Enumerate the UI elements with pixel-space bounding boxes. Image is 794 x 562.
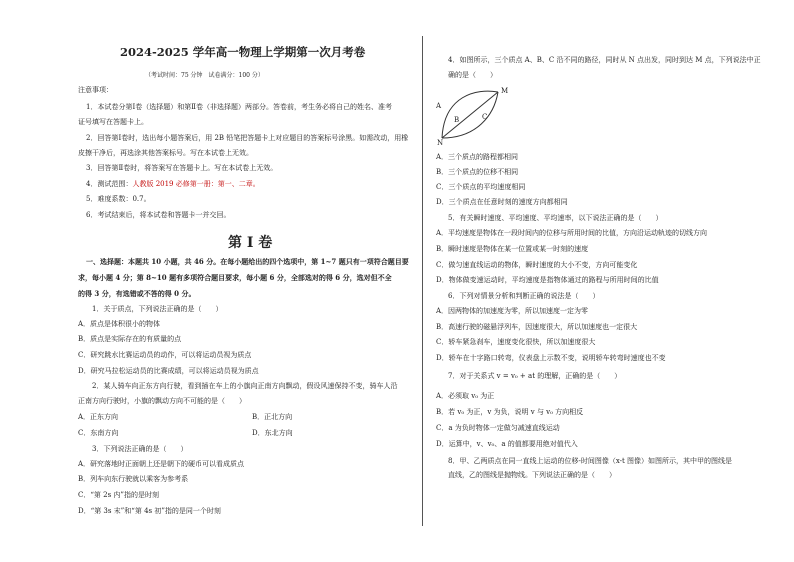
notice-item: 2．回答第Ⅰ卷时，选出每小题答案后，用 2B 铅笔把答题卡上对应题目的答案标号涂黑。如需改动，用橡 [86, 134, 409, 142]
question-7: 7．对于关系式 v = v₀ + at 的理解，正确的是（ ） [448, 372, 622, 380]
label-a: A [436, 102, 442, 110]
question-2: 2．某人骑车向正东方向行驶，看到插在车上的小旗向正南方向飘动，假设风速保持不变，骑车人沿 [92, 382, 398, 390]
notice-item: 1．本试卷分第Ⅰ卷（选择题）和第Ⅱ卷（非选择题）两部分。答卷前，考生务必将自己的姓名、准考 [86, 103, 392, 111]
question-4-option: B．三个质点的位移不相同 [436, 168, 519, 176]
section-intro: 求，每小题 4 分；第 8~10 题有多项符合题目要求，每小题 6 分，全部选对的得 6 分，选对但不全 [78, 273, 392, 282]
label-c: C [482, 113, 488, 121]
question-7-option: D．运算中，v、v₀、a 的值都要用绝对值代入 [436, 440, 578, 448]
question-2-option: B．正北方向 [252, 413, 293, 421]
question-1-option: D．研究马拉松运动员的比赛成绩，可以将运动员视为质点 [78, 367, 259, 375]
question-5-option: D．物体做变速运动时，平均速度是指物体通过的路程与所用时间的比值 [436, 276, 659, 284]
notice-item: 证号填写在答题卡上。 [78, 118, 148, 126]
notice-item: 5．难度系数：0.7。 [86, 195, 151, 203]
question-4: 4．如图所示，三个质点 A、B、C 沿不同的路径，同时从 N 点出发，同时到达 M 点，下列说法中正 [448, 56, 761, 64]
section-intro: 的得 3 分，有选错或不答的得 0 分。 [78, 289, 196, 298]
question-3-option: C．“第 2s 内”指的是时刻 [78, 491, 160, 499]
question-4-cont: 确的是（ ） [448, 71, 497, 79]
label-n: N [437, 139, 444, 146]
question-7-option: A．必须取 v₀ 为正 [436, 392, 495, 400]
question-3: 3．下列说法正确的是（ ） [92, 445, 188, 453]
question-8: 8．甲、乙两质点在同一直线上运动的位移-时间图像（x-t 图像）如图所示，其中甲的图线是 [448, 457, 733, 465]
notice-item-range: 人教版 2019 必修第一册：第一、二章。 [132, 180, 260, 188]
label-b: B [454, 116, 460, 124]
question-5-option: A．平均速度是物体在一段时间内的位移与所用时间的比值，方向沿运动轨迹的切线方向 [436, 229, 708, 237]
question-8-cont: 直线，乙的图线是抛物线。下列说法正确的是（ ） [448, 471, 616, 479]
notice-item: 6．考试结束后，将本试卷和答题卡一并交回。 [86, 211, 231, 219]
question-4-option: D．三个质点在任意时刻的速度方向都相同 [436, 198, 568, 206]
exam-title: 2024-2025 学年高一物理上学期第一次月考卷 [120, 45, 366, 59]
exam-subtitle: （考试时间：75 分钟 试卷满分：100 分） [145, 72, 264, 79]
question-6-option: B．高速行驶的磁悬浮列车，因速度很大，所以加速度也一定很大 [436, 323, 638, 331]
question-6-option: D．轿车在十字路口转弯，仪表盘上示数不变，说明轿车转弯时速度也不变 [436, 354, 666, 362]
section-title: 第 I 卷 [228, 235, 273, 251]
question-5-option: C．做匀速直线运动的物体，瞬时速度的大小不变，方向可能变化 [436, 261, 638, 269]
question-2-option: A．正东方向 [78, 413, 119, 421]
question-3-option: D．“第 3s 末”和“第 4s 初”指的是同一个时刻 [78, 507, 221, 515]
question-2-option: C．东南方向 [78, 429, 119, 437]
question-3-option: B．列车向东行驶就以乘客为参考系 [78, 475, 189, 483]
question-7-option: C．a 为负时物体一定做匀减速直线运动 [436, 424, 560, 432]
question-5-option: B．瞬时速度是物体在某一位置或某一时刻的速度 [436, 245, 589, 253]
question-2-cont: 正南方向行驶时，小旗的飘动方向不可能的是（ ） [78, 397, 246, 405]
column-divider [422, 36, 423, 526]
question-1-option: A．质点是体积很小的物体 [78, 320, 161, 328]
section-intro: 一、选择题：本题共 10 小题，共 46 分。在每小题给出的四个选项中，第 1~7 题只有一项符合题目要 [86, 257, 409, 266]
notice-item: 皮擦干净后，再选涂其他答案标号。写在本试卷上无效。 [78, 149, 253, 157]
question-7-option: B．若 v₀ 为正，v 为负，说明 v 与 v₀ 方向相反 [436, 408, 584, 416]
question-6: 6．下列对情景分析和判断正确的说法是（ ） [448, 292, 600, 300]
question-5: 5．有关瞬时速度、平均速度、平均速率，以下说法正确的是（ ） [448, 214, 663, 222]
question-4-option: A．三个质点的路程都相同 [436, 153, 519, 161]
question-3-option: A．研究落地时正面朝上还是朝下的硬币可以看成质点 [78, 460, 245, 468]
question-6-option: C．轿车紧急刹车，速度变化很快，所以加速度很大 [436, 338, 596, 346]
label-m: M [501, 87, 509, 95]
notice-heading: 注意事项： [78, 86, 113, 94]
question-1: 1．关于质点，下列说法正确的是（ ） [92, 305, 223, 313]
question-1-option: C．研究跳水比赛运动员的动作，可以将运动员视为质点 [78, 351, 252, 359]
question-4-option: C．三个质点的平均速度相同 [436, 183, 526, 191]
question-2-option: D．东北方向 [252, 429, 293, 437]
path-diagram [436, 86, 516, 146]
notice-item [86, 180, 260, 189]
notice-item: 3．回答第Ⅱ卷时，将答案写在答题卡上。写在本试卷上无效。 [86, 164, 278, 172]
question-1-option: B．质点是实际存在的有质量的点 [78, 335, 182, 343]
notice-item-label: 4．测试范围： [86, 180, 133, 188]
question-6-option: A．因两物体的加速度为零，所以加速度一定为零 [436, 307, 589, 315]
